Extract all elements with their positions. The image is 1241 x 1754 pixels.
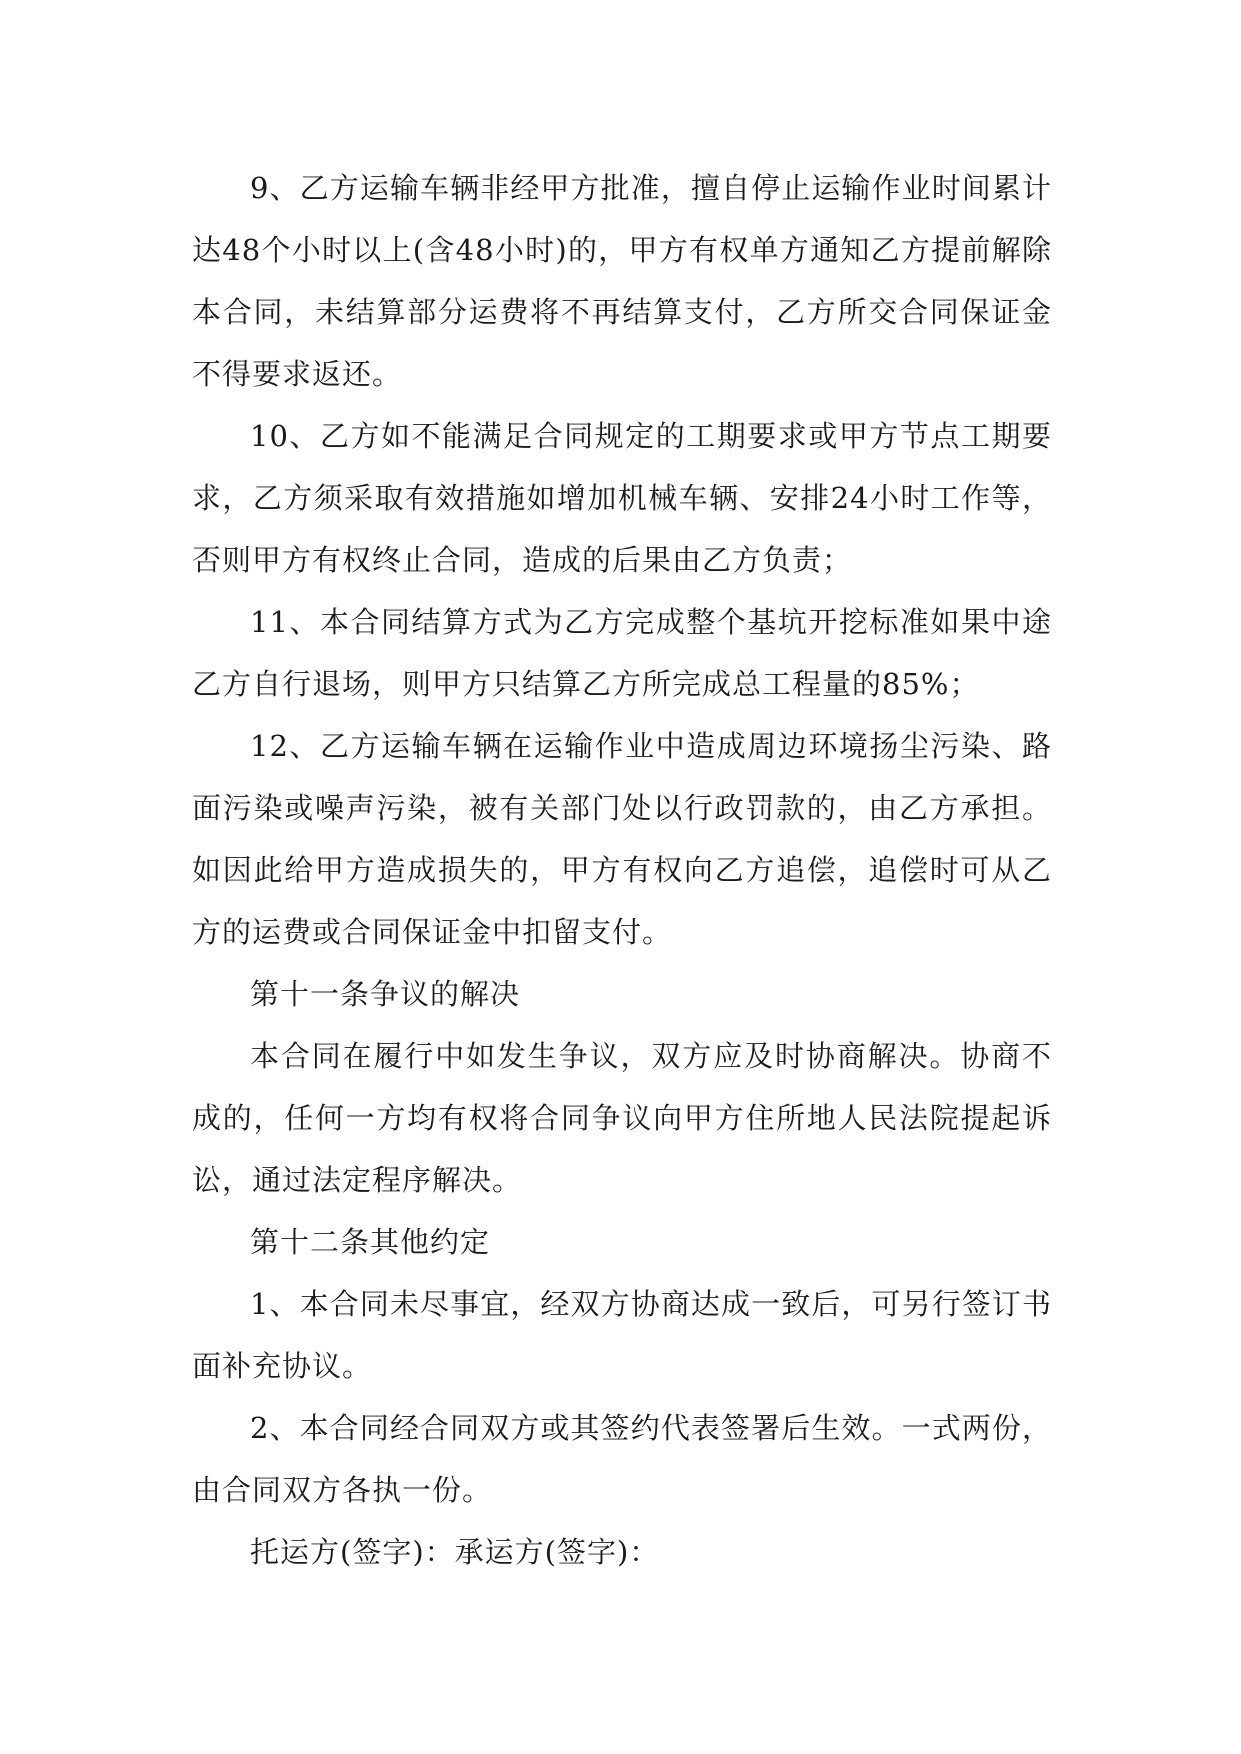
- signature-line: 托运方(签字)：承运方(签字)：: [250, 1535, 660, 1569]
- clause-12: 12、乙方运输车辆在运输作业中造成周边环境扬尘污染、路面污染或噪声污染，被有关部门处以行政罚款的，由乙方承担。如因此给甲方造成损失的，甲方有权向乙方追偿，追偿时可从乙方的运费或合同保证金中扣留支付。: [192, 729, 1052, 949]
- article-11-heading: 第十一条争议的解决: [250, 977, 521, 1011]
- clause-9: 9、乙方运输车辆非经甲方批准，擅自停止运输作业时间累计达48个小时以上(含48小时)的，甲方有权单方通知乙方提前解除本合同，未结算部分运费将不再结算支付，乙方所交合同保证金不得要求返还。: [192, 171, 1052, 391]
- clause-10: 10、乙方如不能满足合同规定的工期要求或甲方节点工期要求，乙方须采取有效措施如增加机械车辆、安排24小时工作等，否则甲方有权终止合同，造成的后果由乙方负责；: [192, 419, 1052, 577]
- dispute-resolution-text: 本合同在履行中如发生争议，双方应及时协商解决。协商不成的，任何一方均有权将合同争议向甲方住所地人民法院提起诉讼，通过法定程序解决。: [192, 1039, 1052, 1197]
- other-terms-2: 2、本合同经合同双方或其签约代表签署后生效。一式两份，由合同双方各执一份。: [192, 1411, 1052, 1507]
- clause-11: 11、本合同结算方式为乙方完成整个基坑开挖标准如果中途乙方自行退场，则甲方只结算乙方所完成总工程量的85%；: [192, 605, 1052, 701]
- other-terms-1: 1、本合同未尽事宜，经双方协商达成一致后，可另行签订书面补充协议。: [192, 1287, 1052, 1383]
- document-page: [192, 157, 1052, 1583]
- article-12-heading: 第十二条其他约定: [250, 1225, 491, 1259]
